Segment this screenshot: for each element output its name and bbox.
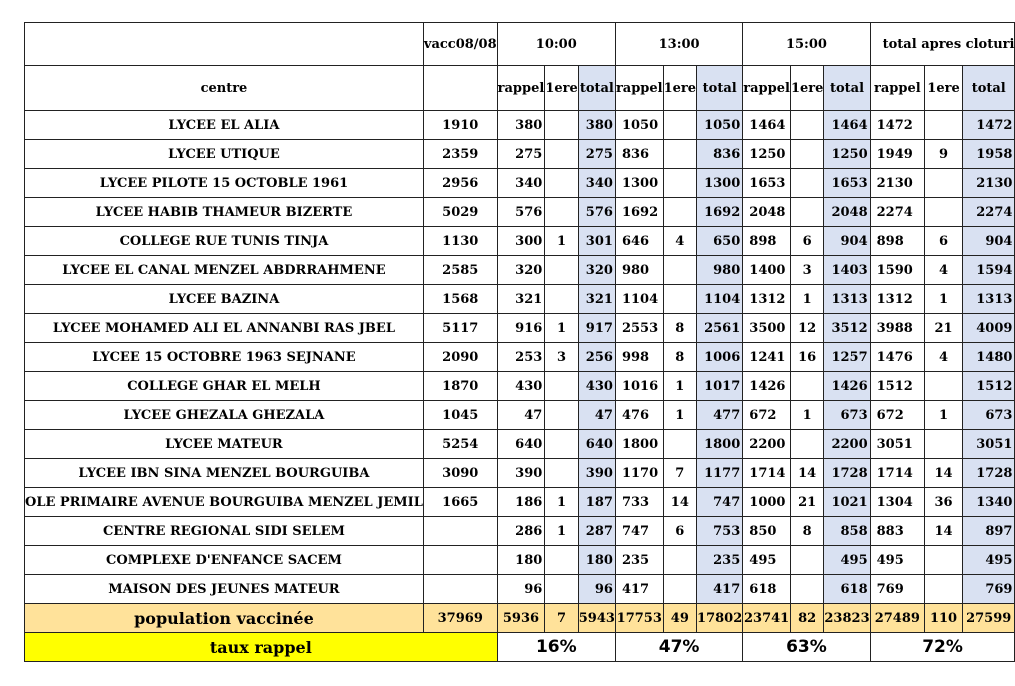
lere-value [790, 198, 823, 227]
taux-rappel-value: 72% [870, 633, 1015, 662]
lere-value: 1 [663, 401, 696, 430]
total-header: total [697, 66, 743, 111]
total-value: 1021 [824, 488, 870, 517]
rappel-value: 850 [743, 517, 791, 546]
total-header: total [824, 66, 870, 111]
lere-value: 14 [925, 459, 963, 488]
rappel-value: 380 [497, 111, 545, 140]
population-row [25, 604, 1015, 633]
lere-header: 1ere [790, 66, 823, 111]
population-total: 23823 [824, 604, 870, 633]
empty-vacc-subheader [423, 66, 497, 111]
rappel-value: 1170 [615, 459, 663, 488]
total-value: 576 [578, 198, 615, 227]
table-row [25, 343, 1015, 372]
total-value: 1464 [824, 111, 870, 140]
centre-name: CENTRE REGIONAL SIDI SELEM [25, 517, 424, 546]
total-value: 650 [697, 227, 743, 256]
rappel-value: 2274 [870, 198, 924, 227]
lere-value [663, 111, 696, 140]
total-value: 180 [578, 546, 615, 575]
lere-value: 8 [790, 517, 823, 546]
rappel-value: 1512 [870, 372, 924, 401]
total-value: 235 [697, 546, 743, 575]
total-value: 747 [697, 488, 743, 517]
table-row [25, 459, 1015, 488]
total-value: 321 [578, 285, 615, 314]
rappel-header: rappel [870, 66, 924, 111]
lere-value: 1 [925, 285, 963, 314]
total-value: 1006 [697, 343, 743, 372]
total-value: 301 [578, 227, 615, 256]
vacc-value: 1665 [423, 488, 497, 517]
rappel-value: 1949 [870, 140, 924, 169]
rappel-value: 300 [497, 227, 545, 256]
lere-value [545, 285, 578, 314]
population-total: 27599 [962, 604, 1014, 633]
population-lere: 82 [790, 604, 823, 633]
vacc-value: 2090 [423, 343, 497, 372]
rappel-value: 1312 [743, 285, 791, 314]
total-value: 430 [578, 372, 615, 401]
total-value: 858 [824, 517, 870, 546]
rappel-value: 476 [615, 401, 663, 430]
lere-value [790, 372, 823, 401]
rappel-value: 1104 [615, 285, 663, 314]
total-value: 1480 [962, 343, 1014, 372]
total-value: 673 [824, 401, 870, 430]
rappel-value: 1016 [615, 372, 663, 401]
taux-rappel-value: 47% [615, 633, 742, 662]
table-row [25, 285, 1015, 314]
centre-name: LYCEE IBN SINA MENZEL BOURGUIBA [25, 459, 424, 488]
centre-name: LYCEE MATEUR [25, 430, 424, 459]
lere-value [545, 459, 578, 488]
lere-value: 36 [925, 488, 963, 517]
lere-value [663, 430, 696, 459]
centre-name: COMPLEXE D'ENFANCE SACEM [25, 546, 424, 575]
total-value: 2561 [697, 314, 743, 343]
lere-value [545, 256, 578, 285]
centre-header: centre [25, 66, 424, 111]
rappel-value: 2553 [615, 314, 663, 343]
table-row [25, 111, 1015, 140]
lere-value [663, 140, 696, 169]
rappel-value: 340 [497, 169, 545, 198]
header-time-row [25, 23, 1015, 66]
total-value: 1426 [824, 372, 870, 401]
vacc-value: 2956 [423, 169, 497, 198]
vacc-value: 5254 [423, 430, 497, 459]
total-value: 1472 [962, 111, 1014, 140]
lere-value [663, 198, 696, 227]
lere-header: 1ere [663, 66, 696, 111]
time-15-header: 15:00 [743, 23, 870, 66]
table-row [25, 372, 1015, 401]
lere-value: 9 [925, 140, 963, 169]
lere-value: 3 [545, 343, 578, 372]
rappel-value: 672 [870, 401, 924, 430]
total-value: 1800 [697, 430, 743, 459]
vacc-value: 1045 [423, 401, 497, 430]
total-value: 275 [578, 140, 615, 169]
rappel-value: 1400 [743, 256, 791, 285]
total-value: 618 [824, 575, 870, 604]
lere-value [545, 111, 578, 140]
centre-name: LYCEE UTIQUE [25, 140, 424, 169]
table-row [25, 430, 1015, 459]
lere-header: 1ere [925, 66, 963, 111]
lere-value: 1 [545, 488, 578, 517]
rappel-value: 1590 [870, 256, 924, 285]
table-row [25, 575, 1015, 604]
rappel-value: 2200 [743, 430, 791, 459]
lere-value [925, 372, 963, 401]
lere-value: 14 [663, 488, 696, 517]
taux-rappel-value: 16% [497, 633, 615, 662]
lere-value: 12 [790, 314, 823, 343]
lere-value: 3 [790, 256, 823, 285]
vacc-header: vacc08/08 [423, 23, 497, 66]
total-value: 1403 [824, 256, 870, 285]
table-row [25, 140, 1015, 169]
lere-value [545, 575, 578, 604]
header-sub-row [25, 66, 1015, 111]
total-value: 897 [962, 517, 1014, 546]
total-value: 2274 [962, 198, 1014, 227]
rappel-value: 1653 [743, 169, 791, 198]
centre-name: LYCEE HABIB THAMEUR BIZERTE [25, 198, 424, 227]
total-value: 340 [578, 169, 615, 198]
lere-value: 4 [925, 343, 963, 372]
rappel-value: 417 [615, 575, 663, 604]
lere-value [545, 140, 578, 169]
lere-value: 1 [790, 401, 823, 430]
centre-name: LYCEE EL ALIA [25, 111, 424, 140]
rappel-value: 1426 [743, 372, 791, 401]
total-value: 1104 [697, 285, 743, 314]
time-13-header: 13:00 [615, 23, 742, 66]
lere-value: 14 [790, 459, 823, 488]
lere-value [663, 575, 696, 604]
rappel-value: 1476 [870, 343, 924, 372]
total-value: 1050 [697, 111, 743, 140]
total-value: 1958 [962, 140, 1014, 169]
lere-value [545, 169, 578, 198]
rappel-header: rappel [615, 66, 663, 111]
rappel-value: 1000 [743, 488, 791, 517]
rappel-value: 672 [743, 401, 791, 430]
total-value: 1692 [697, 198, 743, 227]
total-header: total [578, 66, 615, 111]
vacc-value [423, 517, 497, 546]
rappel-value: 2048 [743, 198, 791, 227]
total-value: 96 [578, 575, 615, 604]
population-lere: 7 [545, 604, 578, 633]
lere-value [790, 546, 823, 575]
population-label: population vaccinée [25, 604, 424, 633]
rappel-value: 769 [870, 575, 924, 604]
rappel-value: 286 [497, 517, 545, 546]
rappel-value: 3500 [743, 314, 791, 343]
vacc-value: 1870 [423, 372, 497, 401]
total-value: 287 [578, 517, 615, 546]
centre-name: MAISON DES JEUNES MATEUR [25, 575, 424, 604]
total-value: 673 [962, 401, 1014, 430]
taux-rappel-row [25, 633, 1015, 662]
total-value: 980 [697, 256, 743, 285]
total-value: 1313 [824, 285, 870, 314]
centre-name: OLE PRIMAIRE AVENUE BOURGUIBA MENZEL JEMIL [25, 488, 424, 517]
table-row [25, 488, 1015, 517]
population-lere: 49 [663, 604, 696, 633]
lere-header: 1ere [545, 66, 578, 111]
total-value: 1017 [697, 372, 743, 401]
rappel-value: 980 [615, 256, 663, 285]
time-10-header: 10:00 [497, 23, 615, 66]
rappel-value: 640 [497, 430, 545, 459]
total-value: 1728 [824, 459, 870, 488]
rappel-value: 618 [743, 575, 791, 604]
rappel-value: 235 [615, 546, 663, 575]
rappel-value: 1304 [870, 488, 924, 517]
taux-rappel-value: 63% [743, 633, 870, 662]
total-value: 640 [578, 430, 615, 459]
total-value: 47 [578, 401, 615, 430]
lere-value [925, 546, 963, 575]
total-value: 2130 [962, 169, 1014, 198]
lere-value [545, 372, 578, 401]
lere-value [663, 546, 696, 575]
lere-value: 1 [790, 285, 823, 314]
lere-value [790, 111, 823, 140]
total-value: 320 [578, 256, 615, 285]
table-row [25, 169, 1015, 198]
centre-name: LYCEE 15 OCTOBRE 1963 SEJNANE [25, 343, 424, 372]
rappel-value: 3051 [870, 430, 924, 459]
rappel-value: 96 [497, 575, 545, 604]
rappel-value: 47 [497, 401, 545, 430]
rappel-value: 836 [615, 140, 663, 169]
total-value: 1653 [824, 169, 870, 198]
total-value: 1340 [962, 488, 1014, 517]
rappel-value: 916 [497, 314, 545, 343]
table-row [25, 198, 1015, 227]
total-value: 1257 [824, 343, 870, 372]
total-value: 1313 [962, 285, 1014, 314]
rappel-header: rappel [743, 66, 791, 111]
lere-value [663, 285, 696, 314]
population-rappel: 5936 [497, 604, 545, 633]
total-value: 1250 [824, 140, 870, 169]
vacc-value: 3090 [423, 459, 497, 488]
lere-value: 8 [663, 314, 696, 343]
population-total: 17802 [697, 604, 743, 633]
vacc-value: 5117 [423, 314, 497, 343]
rappel-value: 1300 [615, 169, 663, 198]
total-value: 495 [824, 546, 870, 575]
rappel-value: 1241 [743, 343, 791, 372]
rappel-value: 1472 [870, 111, 924, 140]
lere-value [545, 546, 578, 575]
centre-name: LYCEE MOHAMED ALI EL ANNANBI RAS JBEL [25, 314, 424, 343]
total-value: 2048 [824, 198, 870, 227]
vacc-value: 2359 [423, 140, 497, 169]
lere-value [925, 111, 963, 140]
lere-value [790, 169, 823, 198]
lere-value [790, 575, 823, 604]
lere-value: 1 [545, 517, 578, 546]
population-lere: 110 [925, 604, 963, 633]
taux-rappel-label: taux rappel [25, 633, 498, 662]
lere-value: 1 [925, 401, 963, 430]
lere-value [925, 575, 963, 604]
vaccination-table [24, 22, 1015, 662]
population-rappel: 17753 [615, 604, 663, 633]
rappel-value: 430 [497, 372, 545, 401]
total-value: 187 [578, 488, 615, 517]
rappel-value: 1800 [615, 430, 663, 459]
rappel-value: 1250 [743, 140, 791, 169]
rappel-value: 1312 [870, 285, 924, 314]
rappel-value: 1050 [615, 111, 663, 140]
centre-name: LYCEE GHEZALA GHEZALA [25, 401, 424, 430]
vacc-value [423, 546, 497, 575]
centre-name: LYCEE PILOTE 15 OCTOBLE 1961 [25, 169, 424, 198]
centre-name: LYCEE EL CANAL MENZEL ABDRRAHMENE [25, 256, 424, 285]
lere-value [663, 169, 696, 198]
lere-value: 21 [790, 488, 823, 517]
vacc-value: 5029 [423, 198, 497, 227]
total-value: 390 [578, 459, 615, 488]
total-value: 495 [962, 546, 1014, 575]
rappel-value: 898 [743, 227, 791, 256]
rappel-value: 1714 [743, 459, 791, 488]
population-rappel: 27489 [870, 604, 924, 633]
rappel-value: 898 [870, 227, 924, 256]
rappel-value: 2130 [870, 169, 924, 198]
rappel-value: 321 [497, 285, 545, 314]
lere-value: 21 [925, 314, 963, 343]
total-value: 769 [962, 575, 1014, 604]
total-value: 256 [578, 343, 615, 372]
table-row [25, 546, 1015, 575]
rappel-value: 576 [497, 198, 545, 227]
rappel-value: 1714 [870, 459, 924, 488]
total-header: total [962, 66, 1014, 111]
rappel-value: 390 [497, 459, 545, 488]
total-value: 1300 [697, 169, 743, 198]
total-value: 1512 [962, 372, 1014, 401]
lere-value [925, 430, 963, 459]
lere-value [790, 140, 823, 169]
centre-name: COLLEGE GHAR EL MELH [25, 372, 424, 401]
table-row [25, 227, 1015, 256]
total-value: 3512 [824, 314, 870, 343]
vacc-value: 1130 [423, 227, 497, 256]
rappel-value: 320 [497, 256, 545, 285]
lere-value: 14 [925, 517, 963, 546]
lere-value: 4 [925, 256, 963, 285]
lere-value [790, 430, 823, 459]
total-value: 417 [697, 575, 743, 604]
lere-value: 6 [663, 517, 696, 546]
lere-value: 1 [545, 227, 578, 256]
total-value: 753 [697, 517, 743, 546]
total-value: 477 [697, 401, 743, 430]
vacc-value [423, 575, 497, 604]
rappel-value: 495 [870, 546, 924, 575]
rappel-value: 3988 [870, 314, 924, 343]
rappel-value: 998 [615, 343, 663, 372]
table-row [25, 256, 1015, 285]
lere-value: 6 [925, 227, 963, 256]
lere-value [545, 198, 578, 227]
population-total: 5943 [578, 604, 615, 633]
vacc-value: 1568 [423, 285, 497, 314]
lere-value: 8 [663, 343, 696, 372]
vacc-value: 2585 [423, 256, 497, 285]
population-rappel: 23741 [743, 604, 791, 633]
lere-value: 7 [663, 459, 696, 488]
centre-name: COLLEGE RUE TUNIS TINJA [25, 227, 424, 256]
rappel-value: 180 [497, 546, 545, 575]
lere-value [545, 401, 578, 430]
total-value: 2200 [824, 430, 870, 459]
rappel-value: 1692 [615, 198, 663, 227]
table-row [25, 517, 1015, 546]
rappel-value: 495 [743, 546, 791, 575]
total-value: 3051 [962, 430, 1014, 459]
empty-header-cell [25, 23, 424, 66]
population-vacc: 37969 [423, 604, 497, 633]
lere-value: 4 [663, 227, 696, 256]
total-value: 904 [824, 227, 870, 256]
total-value: 4009 [962, 314, 1014, 343]
rappel-value: 733 [615, 488, 663, 517]
lere-value: 6 [790, 227, 823, 256]
total-value: 380 [578, 111, 615, 140]
rappel-value: 747 [615, 517, 663, 546]
table-row [25, 314, 1015, 343]
rappel-value: 1464 [743, 111, 791, 140]
total-value: 904 [962, 227, 1014, 256]
lere-value: 1 [663, 372, 696, 401]
lere-value [545, 430, 578, 459]
rappel-value: 253 [497, 343, 545, 372]
vacc-value: 1910 [423, 111, 497, 140]
lere-value: 1 [545, 314, 578, 343]
rappel-header: rappel [497, 66, 545, 111]
total-value: 917 [578, 314, 615, 343]
rappel-value: 186 [497, 488, 545, 517]
lere-value [925, 169, 963, 198]
rappel-value: 275 [497, 140, 545, 169]
centre-name: LYCEE BAZINA [25, 285, 424, 314]
total-value: 1728 [962, 459, 1014, 488]
rappel-value: 883 [870, 517, 924, 546]
total-value: 1177 [697, 459, 743, 488]
total-value: 836 [697, 140, 743, 169]
lere-value [663, 256, 696, 285]
lere-value [925, 198, 963, 227]
total-apres-cloture-header: total apres cloturi [870, 23, 1015, 66]
total-value: 1594 [962, 256, 1014, 285]
table-row [25, 401, 1015, 430]
rappel-value: 646 [615, 227, 663, 256]
lere-value: 16 [790, 343, 823, 372]
